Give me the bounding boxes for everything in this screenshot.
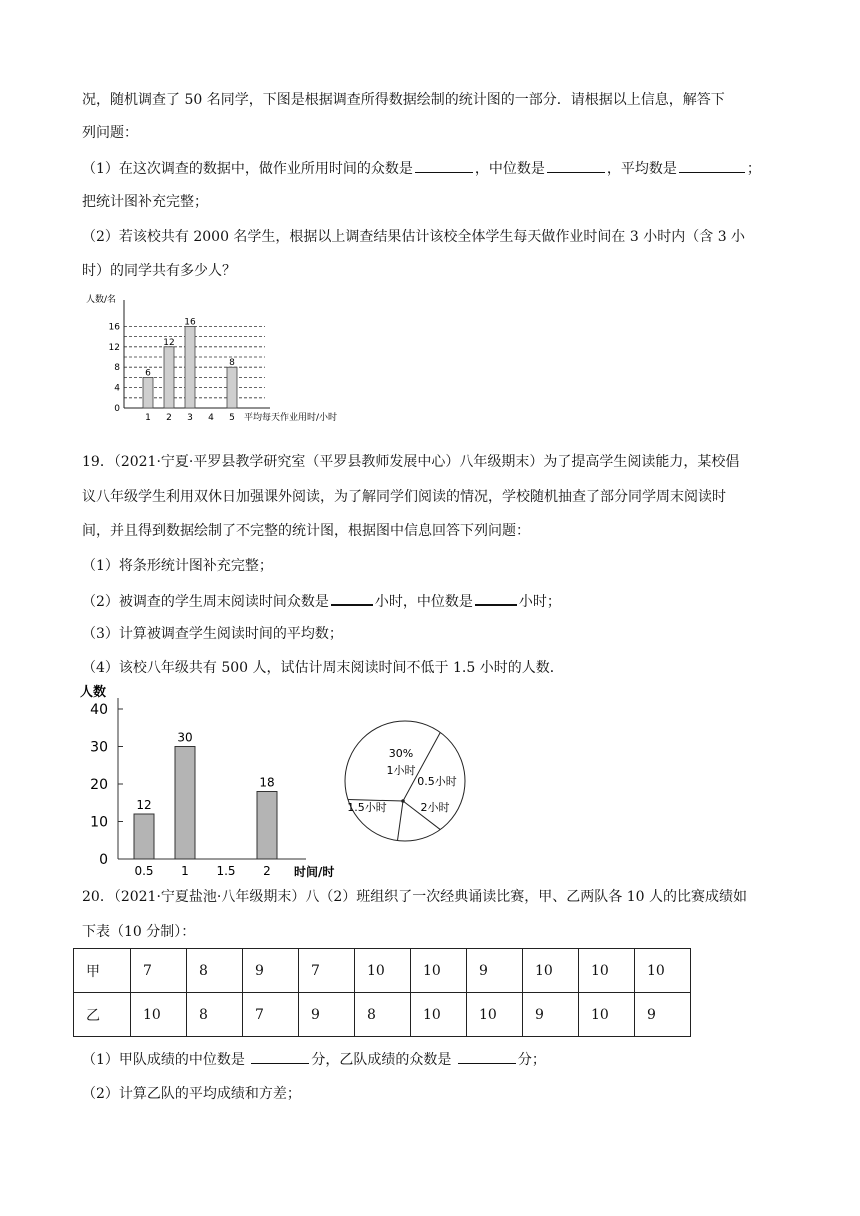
score-cell: 8: [187, 949, 243, 993]
q20-sub-1-text-a: （1）甲队成绩的中位数是: [82, 1052, 245, 1068]
answer-blank[interactable]: [679, 158, 745, 173]
q19-sub-2-text-b: 小时，中位数是: [374, 594, 473, 610]
reading-time-pie-chart: [340, 695, 470, 865]
data-label: 8: [229, 358, 235, 369]
y-tick-label: 12: [108, 342, 120, 353]
pie-slice-label: 2小时: [420, 801, 450, 814]
x-tick-label: 3: [187, 413, 193, 423]
data-label: 12: [163, 337, 175, 348]
x-tick-label: 1: [145, 413, 151, 423]
q18-text-line-1: 况，随机调查了 50 名同学，下图是根据调查所得数据绘制的统计图的一部分．请根据以上信息，解答下: [82, 92, 725, 108]
score-cell: 7: [131, 949, 187, 993]
score-cell: 10: [411, 993, 467, 1037]
bar: [175, 747, 195, 860]
y-tick-label: 10: [90, 814, 108, 831]
answer-blank[interactable]: [458, 1049, 516, 1064]
q18-text-line-2: 列问题：: [82, 125, 138, 141]
answer-blank[interactable]: [415, 158, 473, 173]
y-tick-label: 8: [114, 363, 120, 374]
y-tick-label: 4: [114, 383, 120, 394]
table-row: [74, 993, 691, 1037]
x-tick-label: 0.5: [134, 864, 154, 878]
score-cell: 10: [579, 949, 635, 993]
y-tick-label: 20: [90, 777, 108, 793]
q20-text-line-2: 下表（10 分制）：: [82, 924, 196, 940]
score-cell: 10: [131, 993, 187, 1037]
q19-sub-3: （3）计算被调查学生阅读时间的平均数；: [82, 626, 343, 642]
pie-percent-label: 30%: [388, 747, 414, 760]
q19-sub-2-text-a: （2）被调查的学生周末阅读时间众数是: [82, 594, 329, 610]
score-cell: 7: [299, 949, 355, 993]
score-cell: 10: [411, 949, 467, 993]
x-tick-label: 2: [263, 864, 271, 878]
q18-part-1-text-b: ，中位数是: [474, 161, 545, 177]
y-axis-label: 人数: [80, 685, 107, 700]
q19-sub-1: （1）将条形统计图补充完整；: [82, 558, 273, 574]
y-axis-label: 人数/名: [86, 295, 117, 305]
score-cell: 8: [187, 993, 243, 1037]
score-cell: 10: [355, 949, 411, 993]
score-cell: 9: [467, 949, 523, 993]
data-label: 12: [136, 798, 152, 812]
q19-text-line-1: 19．（2021·宁夏·平罗县教学研究室（平罗县教师发展中心）八年级期末）为了提高学生阅读能力，某校倡: [82, 454, 740, 470]
team-label-cell: 乙: [74, 993, 131, 1037]
scores-table: [73, 948, 691, 1037]
score-cell: 7: [243, 993, 299, 1037]
y-tick-label: 40: [90, 702, 108, 718]
bar: [185, 326, 195, 408]
bar: [134, 814, 154, 859]
answer-blank[interactable]: [475, 590, 517, 606]
score-cell: 10: [467, 993, 523, 1037]
reading-time-bar-chart: [76, 680, 346, 880]
score-cell: 10: [635, 949, 691, 993]
q18-part-1-text-c: ，平均数是: [606, 161, 677, 177]
x-tick-label: 1: [181, 864, 189, 878]
score-cell: 10: [523, 949, 579, 993]
pie-slice-label: 1.5小时: [347, 801, 387, 814]
score-cell: 8: [355, 993, 411, 1037]
q18-part-2-line-2: 时）的同学共有多少人？: [82, 263, 236, 279]
y-tick-label: 0: [114, 404, 120, 414]
x-tick-label: 1.5: [216, 864, 236, 878]
q20-sub-1-text-b: 分，乙队成绩的众数是: [311, 1052, 452, 1068]
y-tick-label: 0: [99, 852, 108, 868]
bar: [227, 367, 237, 408]
data-label: 16: [184, 317, 196, 328]
pie-slice-label: 1小时: [386, 764, 416, 777]
q20-sub-2: （2）计算乙队的平均成绩和方差；: [82, 1086, 301, 1102]
q20-sub-1: [82, 1049, 546, 1070]
q20-sub-1-text-c: 分；: [517, 1052, 546, 1068]
bar: [143, 377, 153, 408]
q19-text-line-2: 议八年级学生利用双休日加强课外阅读，为了解同学们阅读的情况，学校随机抽查了部分同学周末阅读时: [82, 489, 726, 505]
score-cell: 9: [635, 993, 691, 1037]
team-label-cell: 甲: [74, 949, 131, 993]
answer-blank[interactable]: [251, 1049, 309, 1064]
homework-time-bar-chart: [80, 290, 380, 430]
q18-part-2-line-1: （2）若该校共有 2000 名学生，根据以上调查结果估计该校全体学生每天做作业时间在 3 小时内（含 3 小: [82, 229, 746, 245]
q20-text-line-1: 20．（2021·宁夏盐池·八年级期末）八（2）班组织了一次经典诵读比赛，甲、乙两队各 10 人的比赛成绩如: [82, 889, 747, 905]
answer-blank[interactable]: [331, 590, 373, 606]
x-tick-label: 5: [229, 413, 235, 423]
score-cell: 10: [579, 993, 635, 1037]
x-axis-label: 时间/时: [294, 865, 335, 879]
q18-part-1: [82, 158, 761, 179]
score-cell: 9: [243, 949, 299, 993]
q19-sub-4: （4）该校八年级共有 500 人，试估计周末阅读时间不低于 1.5 小时的人数．: [82, 660, 564, 676]
data-label: 18: [259, 775, 275, 790]
data-label: 30: [177, 730, 193, 745]
y-tick-label: 16: [108, 322, 120, 333]
answer-blank[interactable]: [547, 158, 605, 173]
bar: [257, 792, 277, 860]
x-axis-label: 平均每天作业用时/小时: [244, 413, 338, 423]
data-label: 6: [145, 368, 151, 379]
q19-text-line-3: 间，并且得到数据绘制了不完整的统计图，根据图中信息回答下列问题：: [82, 523, 530, 539]
x-tick-label: 4: [208, 413, 214, 423]
bar: [164, 347, 174, 408]
y-tick-label: 30: [90, 739, 108, 756]
q18-part-1-text-a: （1）在这次调查的数据中，做作业所用时间的众数是: [82, 161, 413, 177]
table-row: [74, 949, 691, 993]
q19-sub-2-text-c: 小时；: [518, 594, 561, 610]
pie-slice-label: 0.5小时: [417, 775, 457, 788]
x-tick-label: 2: [166, 413, 172, 423]
pie-center: [401, 799, 405, 803]
q19-sub-2: [82, 590, 561, 612]
q18-part-1-text-d: ；: [746, 161, 761, 177]
score-cell: 9: [299, 993, 355, 1037]
score-cell: 9: [523, 993, 579, 1037]
q18-part-1-line-2: 把统计图补充完整；: [82, 194, 208, 210]
